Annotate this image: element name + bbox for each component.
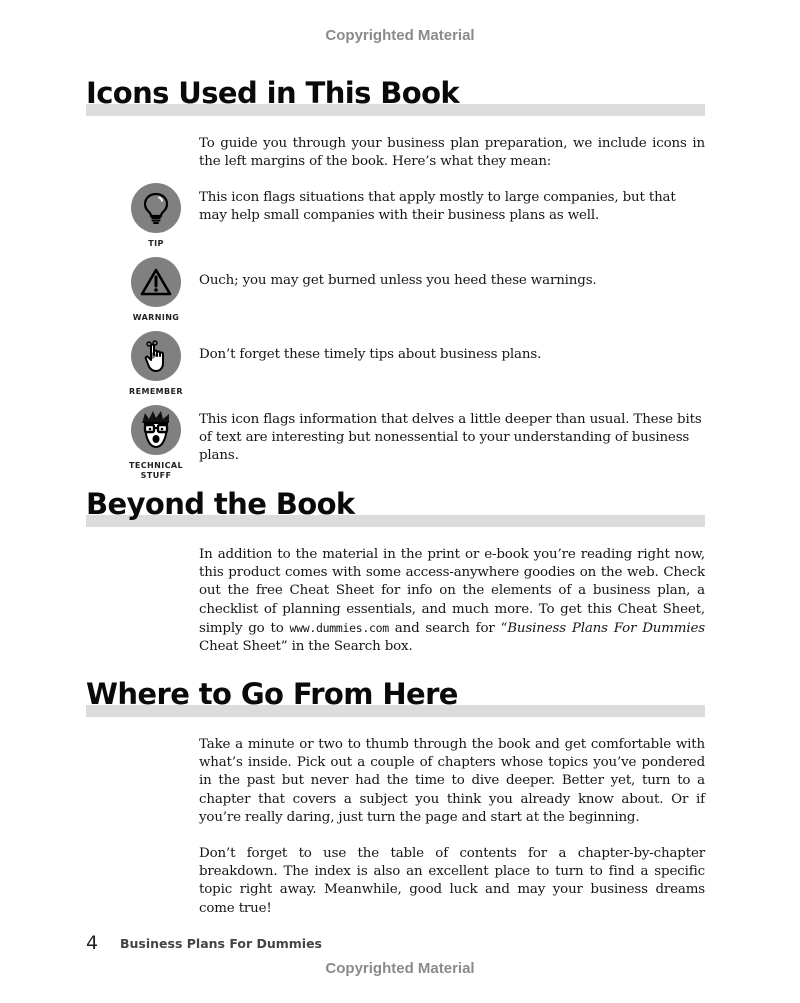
- icon-label-technical-stuff: TECHNICAL STUFF: [129, 461, 183, 480]
- book-title-italic: Business Plans For Dummies: [507, 620, 705, 636]
- heading-where-to-go: [86, 677, 705, 711]
- icon-description-warning: Ouch; you may get burned unless you heed these warnings.: [199, 273, 597, 288]
- icon-description-remember: Don’t forget these timely tips about business plans.: [199, 347, 542, 362]
- section-heading: Where to Go From Here: [86, 677, 458, 711]
- heading-icons-used: [86, 76, 705, 110]
- icon-label-remember: REMEMBER: [129, 387, 183, 396]
- where-paragraph-1: Take a minute or two to thumb through the book and get comfortable with what’s inside. Pick out a couple of chapters whose topics you’ve pondered in the past but never had the time to dive deeper. Better yet, turn to a chapter that covers a subject you think you already know about. Or if you’re really daring, just turn the page and start at the beginning.: [199, 737, 705, 825]
- icon-label-tip: TIP: [148, 239, 164, 248]
- section-heading: Icons Used in This Book: [86, 76, 460, 110]
- copyright-watermark-bottom: Copyrighted Material: [325, 960, 475, 977]
- icon-description-tip: This icon flags situations that apply mostly to large companies, but that may help small companies with their business plans as well.: [199, 190, 676, 224]
- warning-triangle-icon: [131, 257, 181, 307]
- page-number: 4: [86, 932, 99, 954]
- dummies-guy-icon: [131, 405, 181, 455]
- lightbulb-icon: [131, 183, 181, 233]
- finger-string-icon: [131, 331, 181, 381]
- icon-description-technical-stuff: This icon flags information that delves a little deeper than usual. These bits of text are interesting but nonessential to your understanding of business plans.: [199, 412, 702, 464]
- section-heading: Beyond the Book: [86, 487, 355, 521]
- beyond-paragraph: In addition to the material in the print or e-book you’re reading right now, this product comes with some access-anywhere goodies on the web. Check out the free Cheat Sheet for info on the elements of a business plan, a checklist of planning essentials, and much more. To get this Cheat Sheet, simply go to www.dummies.com and search for “Business Plans For Dummies Cheat Sheet” in the Search box.: [199, 547, 705, 655]
- dummies-url-link[interactable]: www.dummies.com: [289, 620, 389, 635]
- icons-intro-paragraph: To guide you through your business plan preparation, we include icons in the left margins of the book. Here’s what they mean:: [199, 136, 705, 170]
- copyright-watermark-top: Copyrighted Material: [325, 27, 475, 44]
- heading-beyond-the-book: [86, 487, 705, 521]
- running-footer-title: Business Plans For Dummies: [120, 936, 322, 951]
- icon-label-warning: WARNING: [132, 313, 180, 322]
- where-paragraph-2: Don’t forget to use the table of contents for a chapter-by-chapter breakdown. The index is also an excellent place to turn to find a specific topic right away. Meanwhile, good luck and may your business dreams come true!: [199, 846, 705, 916]
